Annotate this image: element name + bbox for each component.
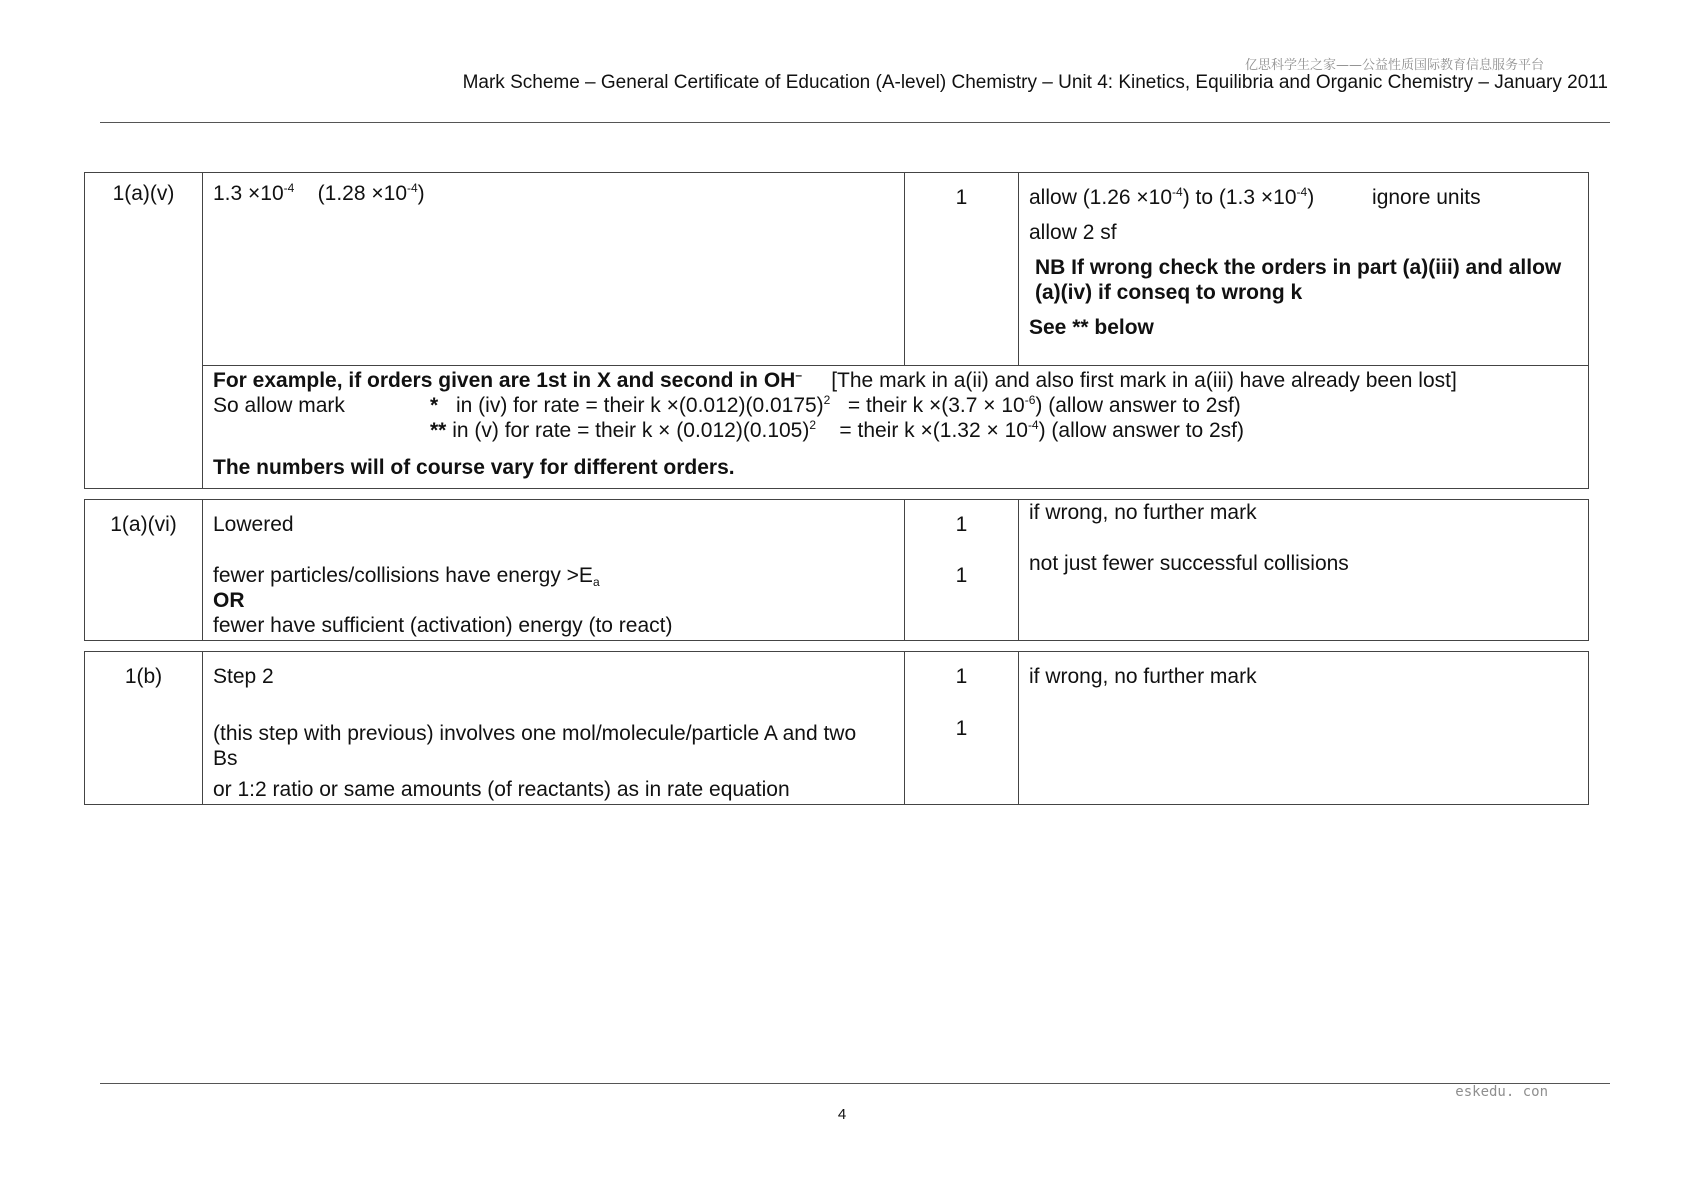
guidance-not-just: not just fewer successful collisions [1029, 552, 1349, 575]
mark-value: 1 [955, 717, 968, 740]
example-heading: For example, if orders given are 1st in X and second in OH– [The mark in a(ii) and also first mark in a(iii) have already been lost] [213, 368, 1457, 392]
example-note: [The mark in a(ii) and also first mark in a(iii) have already been lost] [831, 369, 1457, 392]
example-line-1: So allow mark * in (iv) for rate = their $k \times(0.012)(0.0175)^2$ = their $k \times(3.7 \times 10^{-6})$ (allow answer to 2sf) [213, 393, 1241, 417]
question-number: 1(a)(vi) [85, 500, 203, 641]
answer-involves: (this step with previous) involves one mol/molecule/particle A and two Bs [213, 722, 857, 770]
mark-cell [905, 652, 1019, 805]
mark-cell [905, 500, 1019, 641]
answer-or: OR [213, 589, 245, 612]
answer-lowered: Lowered [213, 513, 294, 536]
watermark-bottom: eskedu. con [1455, 1084, 1548, 1100]
guidance-ignore-units: ignore units [1372, 186, 1481, 209]
question-number: 1(a)(v) [85, 173, 203, 489]
answer-cell [203, 173, 905, 366]
table-row [85, 652, 1589, 805]
guidance-no-further-mark: if wrong, no further mark [1029, 665, 1257, 688]
mark-scheme-table-1av [84, 172, 1589, 489]
footer-rule [100, 1083, 1610, 1084]
guidance-cell [1019, 500, 1589, 641]
page-number: 4 [837, 1106, 847, 1123]
answer-cell [203, 652, 905, 805]
guidance-cell [1019, 173, 1589, 366]
example-line-2: ** in (v) for rate = their $k \times (0.012)(0.105)^2$ = their $k \times(1.32 \times 10^{-4})$ (allow answer to 2sf) [430, 418, 1245, 442]
mark-value: 1 [955, 665, 968, 688]
answer-cell [203, 500, 905, 641]
watermark-top: 亿思科学生之家——公益性质国际教育信息服务平台 [1244, 58, 1544, 73]
answer-ratio: or 1:2 ratio or same amounts (of reactants) as in rate equation [213, 778, 790, 801]
header-rule [100, 122, 1610, 123]
example-footer: The numbers will of course vary for different orders. [213, 456, 735, 479]
guidance-allow-range: allow $(1.26 \times 10^{-4})$ to $(1.3 \times 10^{-4})$ ignore units [1029, 185, 1481, 209]
question-number: 1(b) [85, 652, 203, 805]
answer-step: Step 2 [213, 665, 274, 688]
guidance-nb: NB If wrong check the orders in part (a)(iii) and allow (a)(iv) if conseq to wrong k [1035, 256, 1562, 304]
guidance-see-below: See ** below [1029, 316, 1154, 339]
answer-alt-value: $(1.28 \times 10^{-4})$ [317, 181, 425, 205]
table-row [85, 500, 1589, 641]
worked-example-cell [203, 366, 1589, 489]
mark-value: 1 [955, 564, 968, 587]
guidance-cell [1019, 652, 1589, 805]
page-header-title: Mark Scheme – General Certificate of Education (A-level) Chemistry – Unit 4: Kinetics, Equilibria and Organic Chemistry – January 2011 [462, 72, 1608, 93]
answer-value: $1.3 \times 10^{-4}$ [213, 181, 295, 205]
table-row [85, 366, 1589, 489]
answer-sufficient-energy: fewer have sufficient (activation) energy (to react) [213, 614, 673, 637]
guidance-no-further-mark: if wrong, no further mark [1029, 501, 1257, 524]
mark-scheme-table-1avi [84, 499, 1589, 641]
mark-value: 1 [905, 173, 1019, 366]
table-row [85, 173, 1589, 366]
mark-value: 1 [955, 513, 968, 536]
guidance-sf: allow 2 sf [1029, 221, 1117, 244]
answer-particles-energy: fewer particles/collisions have energy $>E_a$ [213, 564, 600, 589]
mark-scheme-table-1b [84, 651, 1589, 805]
